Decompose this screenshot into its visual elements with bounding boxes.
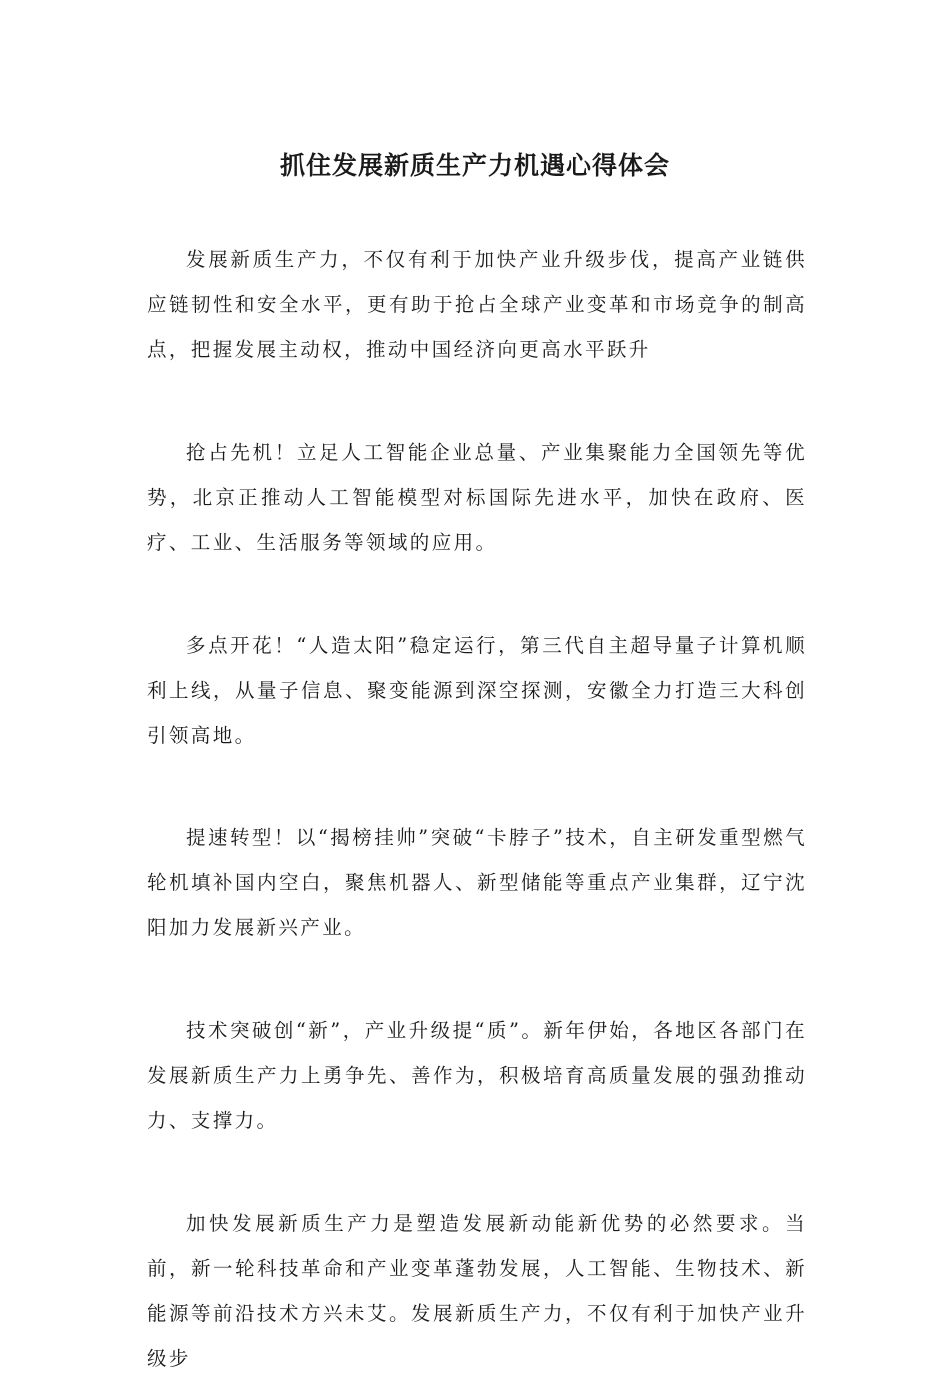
paragraph: 抢占先机！立足人工智能企业总量、产业集聚能力全国领先等优势，北京正推动人工智能模型对标国际先进水平，加快在政府、医疗、工业、生活服务等领域的应用。 <box>147 441 807 554</box>
paragraph: 技术突破创“新”，产业升级提“质”。新年伊始，各地区各部门在发展新质生产力上勇争先、善作为，积极培育高质量发展的强劲推动力、支撑力。 <box>147 1019 807 1132</box>
document-title: 抓住发展新质生产力机遇心得体会 <box>279 151 670 180</box>
paragraph: 发展新质生产力，不仅有利于加快产业升级步伐，提高产业链供应链韧性和安全水平，更有助于抢占全球产业变革和市场竞争的制高点，把握发展主动权，推动中国经济向更高水平跃升 <box>147 248 807 361</box>
paragraph: 提速转型！以“揭榜挂帅”突破“卡脖子”技术，自主研发重型燃气轮机填补国内空白，聚焦机器人、新型储能等重点产业集群，辽宁沈阳加力发展新兴产业。 <box>147 826 807 939</box>
paragraph: 多点开花！“人造太阳”稳定运行，第三代自主超导量子计算机顺利上线，从量子信息、聚变能源到深空探测，安徽全力打造三大科创引领高地。 <box>147 634 807 747</box>
paragraph: 加快发展新质生产力是塑造发展新动能新优势的必然要求。当前，新一轮科技革命和产业变革蓬勃发展，人工智能、生物技术、新能源等前沿技术方兴未艾。发展新质生产力，不仅有利于加快产业升级步 <box>147 1212 807 1370</box>
